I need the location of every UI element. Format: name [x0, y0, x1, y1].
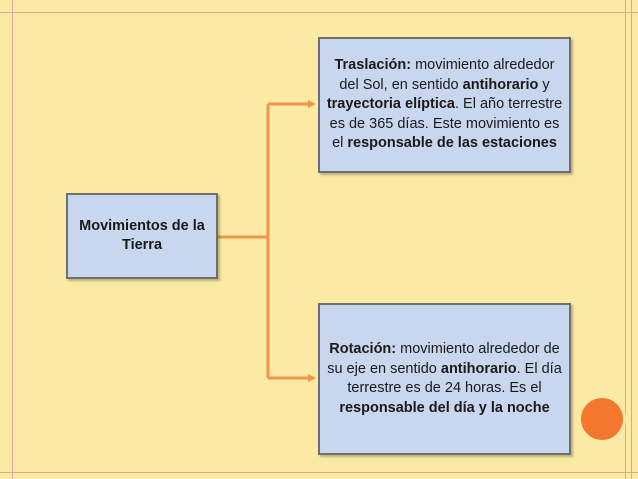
rotacion-node: [318, 303, 571, 455]
rotacion-title: Rotación:: [329, 341, 397, 357]
traslacion-node: [318, 37, 571, 173]
rotacion-text: [320, 340, 569, 418]
rotacion-t1: movimiento alrededor de su eje en sentido: [327, 341, 560, 377]
traslacion-b2: trayectoria elíptica: [326, 96, 455, 113]
traslacion-t1: movimiento alrededor del Sol, en sentido: [339, 57, 555, 93]
root-label: Movimientos de la Tierra: [79, 217, 205, 253]
traslacion-t2: y: [538, 76, 550, 93]
traslacion-b3: responsable de las estaciones: [347, 135, 557, 152]
rotacion-b2: responsable del día y la noche: [339, 399, 550, 416]
traslacion-text: [320, 56, 569, 154]
traslacion-t3: . El año terrestre es de 365 días. Este movimiento es el: [329, 96, 563, 152]
traslacion-b1: antihorario: [462, 76, 539, 93]
root-node: [66, 193, 218, 279]
traslacion-title: Traslación:: [334, 57, 412, 74]
rotacion-t2: . El día terrestre es de 24 horas. Es el: [347, 360, 562, 396]
decorative-circle-icon: [578, 395, 626, 443]
rotacion-b1: antihorario: [440, 360, 517, 377]
